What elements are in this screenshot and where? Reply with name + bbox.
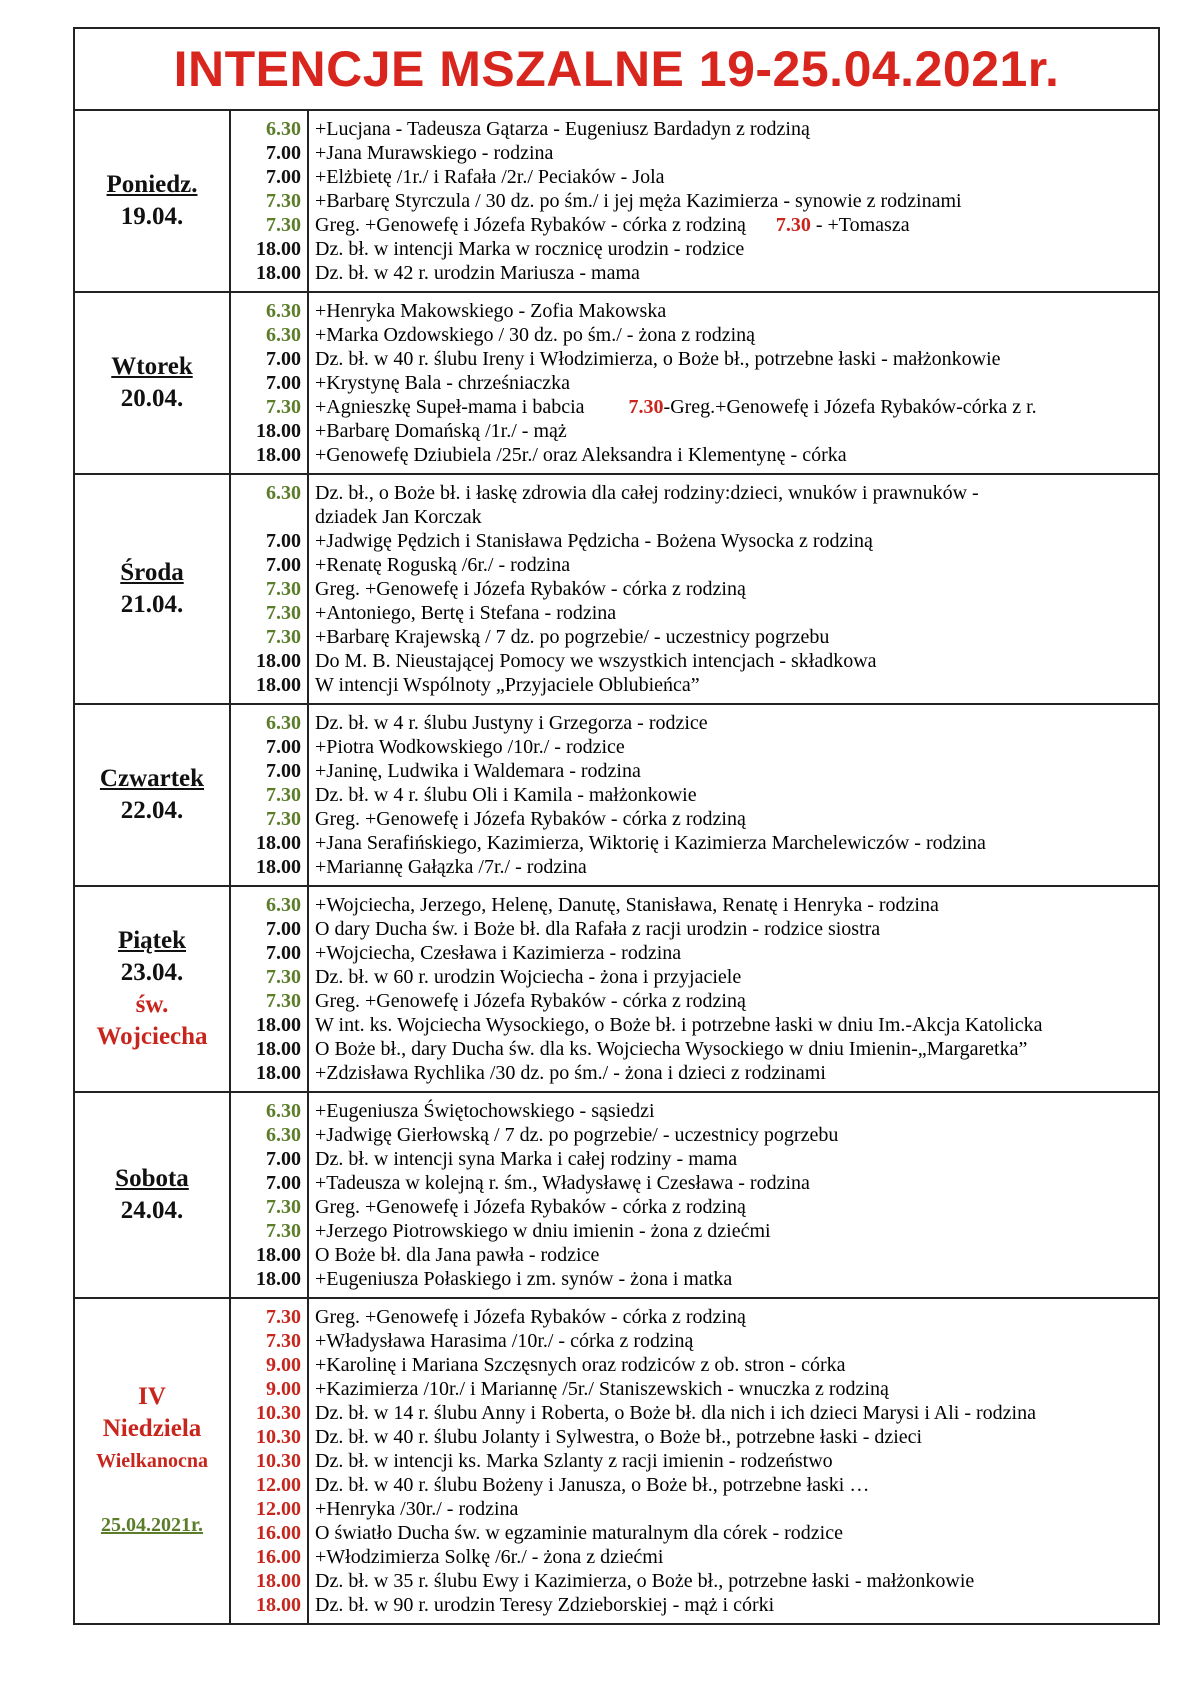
day-label-line: Piątek: [117, 927, 187, 954]
intention-text: [315, 529, 1158, 553]
intention-text: [315, 807, 1158, 831]
intention-text: [315, 553, 1158, 577]
day-label-line: 20.04.: [120, 385, 184, 412]
intention-text-main: +Wojciecha, Czesława i Kazimierza - rodzina: [315, 942, 682, 964]
intention-text-main: +Karolinę i Mariana Szczęsnych oraz rodziców z ob. stron - córka: [315, 1354, 846, 1376]
intention-text-main: +Piotra Wodkowskiego /10r./ - rodzice: [315, 736, 625, 758]
intention-text: [315, 371, 1158, 395]
day-label-line: 22.04.: [120, 797, 184, 824]
intention-text: [315, 189, 1158, 213]
mass-time: 18.00: [256, 650, 301, 672]
intention-text: [315, 735, 1158, 759]
intention-text-main: Greg. +Genowefę i Józefa Rybaków - córka z rodziną: [315, 1196, 746, 1218]
intention-text-extra: - +Tomasza: [810, 214, 910, 236]
mass-time: 6.30: [266, 118, 301, 140]
mass-time: 7.00: [266, 166, 301, 188]
intention-text: [315, 673, 1158, 697]
day-row: [75, 111, 1158, 293]
intention-text: [315, 1425, 1158, 1449]
times-column: [231, 705, 309, 885]
inline-mass-time: 7.30: [628, 396, 664, 418]
intention-text-main: Dz. bł., o Boże bł. i łaskę zdrowia dla całej rodziny:dzieci, wnuków i prawnuków -: [315, 482, 979, 504]
mass-time: 18.00: [256, 832, 301, 854]
intention-text: [315, 1401, 1158, 1425]
intention-text: [315, 1569, 1158, 1593]
mass-time: 7.30: [266, 966, 301, 988]
intention-text: [315, 419, 1158, 443]
intention-text: [315, 213, 1158, 237]
intention-text: [315, 1377, 1158, 1401]
intentions-column: [309, 1093, 1158, 1297]
mass-time: 7.00: [266, 942, 301, 964]
intention-text: [315, 1305, 1158, 1329]
intention-text-main: +Lucjana - Tadeusza Gątarza - Eugeniusz Bardadyn z rodziną: [315, 118, 810, 140]
times-column: [231, 1093, 309, 1297]
mass-time: 18.00: [256, 1268, 301, 1290]
day-label: [75, 293, 231, 473]
intention-text-main: Dz. bł. w 4 r. ślubu Oli i Kamila - małżonkowie: [315, 784, 697, 806]
mass-time: 18.00: [256, 856, 301, 878]
intention-text-main: O światło Ducha św. w egzaminie maturalnym dla córek - rodzice: [315, 1522, 843, 1544]
mass-time: 7.30: [266, 1220, 301, 1242]
intention-text: [315, 1243, 1158, 1267]
intention-text: [315, 649, 1158, 673]
intention-text-main: +Barbarę Styrczula / 30 dz. po śm./ i jej męża Kazimierza - synowie z rodzinami: [315, 190, 962, 212]
intention-text: [315, 237, 1158, 261]
intention-text-main: +Antoniego, Bertę i Stefana - rodzina: [315, 602, 617, 624]
intention-text-main: +Barbarę Krajewską / 7 dz. po pogrzebie/ - uczestnicy pogrzebu: [315, 626, 830, 648]
intention-text: [315, 1037, 1158, 1061]
intention-text-main: W intencji Wspólnoty „Przyjaciele Oblubieńca”: [315, 674, 700, 696]
day-label-line: 24.04.: [120, 1197, 184, 1224]
intention-text: [315, 783, 1158, 807]
day-row: [75, 293, 1158, 475]
mass-time: 7.00: [266, 372, 301, 394]
intention-text-main: +Jadwigę Gierłowską / 7 dz. po pogrzebie/ - uczestnicy pogrzebu: [315, 1124, 839, 1146]
mass-time-spacer: [231, 505, 301, 529]
intention-text: [315, 481, 1158, 505]
times-column: [231, 111, 309, 291]
mass-time: 12.00: [256, 1498, 301, 1520]
times-column: [231, 1299, 309, 1623]
day-label: [75, 705, 231, 885]
intention-text-main: Dz. bł. w intencji syna Marka i całej rodziny - mama: [315, 1148, 738, 1170]
intention-text-main: Greg. +Genowefę i Józefa Rybaków - córka z rodziną: [315, 214, 746, 236]
intention-text-main: Dz. bł. w 40 r. ślubu Jolanty i Sylwestra, o Boże bł., potrzebne łaski - dzieci: [315, 1426, 923, 1448]
intention-text: [315, 299, 1158, 323]
times-column: [231, 887, 309, 1091]
intention-text-main: Greg. +Genowefę i Józefa Rybaków - córka z rodziną: [315, 808, 746, 830]
day-label-line: Sobota: [115, 1165, 189, 1192]
intention-text-main: Greg. +Genowefę i Józefa Rybaków - córka z rodziną: [315, 578, 746, 600]
mass-time: 6.30: [266, 1100, 301, 1122]
intention-text: [315, 1521, 1158, 1545]
intention-text-main: O Boże bł., dary Ducha św. dla ks. Wojciecha Wysockiego w dniu Imienin-„Margaretka”: [315, 1038, 1028, 1060]
mass-time: 7.30: [266, 602, 301, 624]
intention-text: [315, 117, 1158, 141]
intention-text: [315, 917, 1158, 941]
mass-time: 7.00: [266, 760, 301, 782]
mass-time: 10.30: [256, 1450, 301, 1472]
mass-time: 6.30: [266, 894, 301, 916]
intention-text-main: +Henryka Makowskiego - Zofia Makowska: [315, 300, 667, 322]
intention-text-main: O Boże bł. dla Jana pawła - rodzice: [315, 1244, 600, 1266]
day-label-line: 23.04.: [120, 959, 184, 986]
times-column: [231, 293, 309, 473]
intention-text: [315, 1267, 1158, 1291]
mass-time: 7.00: [266, 736, 301, 758]
day-label-line: 21.04.: [120, 591, 184, 618]
intention-text-main: +Barbarę Domańską /1r./ - mąż: [315, 420, 567, 442]
day-label-line: IV: [138, 1383, 166, 1410]
day-row: [75, 705, 1158, 887]
intention-text: [315, 1449, 1158, 1473]
intention-text-main: +Jerzego Piotrowskiego w dniu imienin - żona z dziećmi: [315, 1220, 771, 1242]
intention-text: [315, 1329, 1158, 1353]
mass-time: 7.30: [266, 990, 301, 1012]
mass-time: 18.00: [256, 238, 301, 260]
intentions-column: [309, 475, 1158, 703]
intentions-column: [309, 1299, 1158, 1623]
mass-time: 10.30: [256, 1426, 301, 1448]
day-label-line: 25.04.2021r.: [100, 1514, 204, 1536]
day-row: [75, 475, 1158, 705]
intention-text: [315, 1353, 1158, 1377]
intention-text-main: Dz. bł. w 4 r. ślubu Justyny i Grzegorza - rodzice: [315, 712, 708, 734]
mass-time: 18.00: [256, 1014, 301, 1036]
mass-time: 6.30: [266, 482, 301, 504]
intention-text: [315, 1593, 1158, 1617]
intention-text-main: +Krystynę Bala - chrześniaczka: [315, 372, 571, 394]
mass-time: 7.30: [266, 808, 301, 830]
mass-time: 16.00: [256, 1546, 301, 1568]
day-row: [75, 1299, 1158, 1623]
day-row: [75, 887, 1158, 1093]
intention-text-main: +Henryka /30r./ - rodzina: [315, 1498, 519, 1520]
mass-time: 6.30: [266, 300, 301, 322]
intention-text-main: Dz. bł. w 42 r. urodzin Mariusza - mama: [315, 262, 640, 284]
mass-time: 12.00: [256, 1474, 301, 1496]
mass-time: 7.00: [266, 142, 301, 164]
intention-text: [315, 1061, 1158, 1085]
intention-text-main: +Kazimierza /10r./ i Mariannę /5r./ Staniszewskich - wnuczka z rodziną: [315, 1378, 889, 1400]
intention-text: [315, 831, 1158, 855]
mass-time: 18.00: [256, 1038, 301, 1060]
day-label-line: Poniedz.: [106, 171, 198, 198]
intention-text-main: Greg. +Genowefę i Józefa Rybaków - córka z rodziną: [315, 990, 746, 1012]
mass-time: 6.30: [266, 712, 301, 734]
intention-text: [315, 855, 1158, 879]
page-title: INTENCJE MSZALNE 19-25.04.2021r.: [75, 29, 1158, 111]
intention-text-main: +Zdzisława Rychlika /30 dz. po śm./ - żona i dzieci z rodzinami: [315, 1062, 826, 1084]
mass-time: 7.00: [266, 530, 301, 552]
intentions-column: [309, 111, 1158, 291]
intention-text-main: Dz. bł. w intencji Marka w rocznicę urodzin - rodzice: [315, 238, 745, 260]
day-label: [75, 887, 231, 1091]
day-label: [75, 1093, 231, 1297]
intention-text-main: +Agnieszkę Supeł-mama i babcia: [315, 396, 585, 418]
intention-text: [315, 989, 1158, 1013]
intention-text-main: +Genowefę Dziubiela /25r./ oraz Aleksandra i Klementynę - córka: [315, 444, 847, 466]
day-label-line: Niedziela: [102, 1415, 202, 1442]
mass-time: 7.30: [266, 1330, 301, 1352]
intention-text-main: +Janinę, Ludwika i Waldemara - rodzina: [315, 760, 641, 782]
intention-text-main: +Włodzimierza Solkę /6r./ - żona z dziećmi: [315, 1546, 664, 1568]
day-label-line: Wojciecha: [96, 1023, 208, 1050]
intention-text: [315, 443, 1158, 467]
intention-text-main: Dz. bł. w 14 r. ślubu Anny i Roberta, o Boże bł. dla nich i ich dzieci Marysi i Ali - rodzina: [315, 1402, 1036, 1424]
mass-time: 7.00: [266, 1148, 301, 1170]
intention-text: [315, 1195, 1158, 1219]
mass-time: 7.30: [266, 396, 301, 418]
day-label-line: 19.04.: [120, 203, 184, 230]
mass-time: 9.00: [266, 1378, 301, 1400]
intention-text-main: +Władysława Harasima /10r./ - córka z rodziną: [315, 1330, 694, 1352]
intention-text-main: +Mariannę Gałązka /7r./ - rodzina: [315, 856, 587, 878]
intention-text-main: +Renatę Roguską /6r./ - rodzina: [315, 554, 571, 576]
mass-time: 18.00: [256, 1570, 301, 1592]
intention-text-main: +Eugeniusza Świętochowskiego - sąsiedzi: [315, 1100, 655, 1122]
intentions-column: [309, 705, 1158, 885]
intention-text-main: +Wojciecha, Jerzego, Helenę, Danutę, Stanisława, Renatę i Henryka - rodzina: [315, 894, 939, 916]
mass-time: 16.00: [256, 1522, 301, 1544]
intentions-column: [309, 293, 1158, 473]
intention-text: [315, 1473, 1158, 1497]
mass-time: 6.30: [266, 324, 301, 346]
intentions-table: [73, 27, 1160, 1625]
intention-text-main: +Jana Murawskiego - rodzina: [315, 142, 554, 164]
intention-text: [315, 1147, 1158, 1171]
mass-time: 7.30: [266, 190, 301, 212]
intention-text-main: O dary Ducha św. i Boże bł. dla Rafała z racji urodzin - rodzice siostra: [315, 918, 881, 940]
times-column: [231, 475, 309, 703]
intention-text-main: W int. ks. Wojciecha Wysockiego, o Boże bł. i potrzebne łaski w dniu Im.-Akcja Katolicka: [315, 1014, 1043, 1036]
day-label-line: Wielkanocna: [96, 1450, 208, 1472]
mass-time: 18.00: [256, 674, 301, 696]
intention-text: [315, 323, 1158, 347]
intention-text-main: +Jana Serafińskiego, Kazimierza, Wiktorię i Kazimierza Marchelewiczów - rodzina: [315, 832, 986, 854]
intention-text: [315, 577, 1158, 601]
intention-text: [315, 601, 1158, 625]
mass-time: 18.00: [256, 262, 301, 284]
day-label: [75, 111, 231, 291]
mass-time: 9.00: [266, 1354, 301, 1376]
mass-time: 7.30: [266, 784, 301, 806]
intention-text: [315, 261, 1158, 285]
mass-time: 7.30: [266, 1306, 301, 1328]
mass-time: 7.00: [266, 554, 301, 576]
inline-mass-time: 7.30: [775, 214, 811, 236]
intention-text: [315, 711, 1158, 735]
intention-text-main: Dz. bł. w intencji ks. Marka Szlanty z racji imienin - rodzeństwo: [315, 1450, 833, 1472]
intention-text-main: +Elżbietę /1r./ i Rafała /2r./ Peciaków - Jola: [315, 166, 665, 188]
intention-text-main: Dz. bł. w 60 r. urodzin Wojciecha - żona i przyjaciele: [315, 966, 742, 988]
intention-text: [315, 1013, 1158, 1037]
intention-text-extra: -Greg.+Genowefę i Józefa Rybaków-córka z r.: [663, 396, 1037, 418]
intention-text-main: +Tadeusza w kolejną r. śm., Władysławę i Czesława - rodzina: [315, 1172, 810, 1194]
day-label-line: Czwartek: [99, 765, 205, 792]
mass-time: 7.30: [266, 214, 301, 236]
intention-text-main: Dz. bł. w 40 r. ślubu Ireny i Włodzimierza, o Boże bł., potrzebne łaski - małżonkowie: [315, 348, 1001, 370]
day-row: [75, 1093, 1158, 1299]
mass-time: 10.30: [256, 1402, 301, 1424]
mass-time: 18.00: [256, 1594, 301, 1616]
mass-time: 7.00: [266, 1172, 301, 1194]
intention-text: [315, 141, 1158, 165]
intention-text: [315, 1123, 1158, 1147]
intention-text-main: +Jadwigę Pędzich i Stanisława Pędzicha - Bożena Wysocka z rodziną: [315, 530, 873, 552]
intention-text-main: +Marka Ozdowskiego / 30 dz. po śm./ - żona z rodziną: [315, 324, 756, 346]
mass-time: 7.00: [266, 918, 301, 940]
mass-time: 7.30: [266, 578, 301, 600]
mass-time: 18.00: [256, 1062, 301, 1084]
intention-text-main: Greg. +Genowefę i Józefa Rybaków - córka z rodziną: [315, 1306, 746, 1328]
mass-time: 18.00: [256, 1244, 301, 1266]
intention-text: [315, 1219, 1158, 1243]
intention-text: [315, 893, 1158, 917]
day-label-line: Środa: [120, 559, 184, 586]
mass-time: 18.00: [256, 420, 301, 442]
day-label-line: św.: [135, 991, 169, 1018]
intention-text: [315, 165, 1158, 189]
intention-text-main: +Eugeniusza Połaskiego i zm. synów - żona i matka: [315, 1268, 733, 1290]
day-label-line: Wtorek: [111, 353, 193, 380]
intention-text: [315, 1099, 1158, 1123]
day-rows: [75, 111, 1158, 1623]
intention-text: [315, 1497, 1158, 1521]
intention-text-main: Dz. bł. w 35 r. ślubu Ewy i Kazimierza, o Boże bł., potrzebne łaski - małżonkowie: [315, 1570, 975, 1592]
mass-time: 7.30: [266, 626, 301, 648]
intention-text: [315, 965, 1158, 989]
mass-time: 18.00: [256, 444, 301, 466]
mass-time: 7.30: [266, 1196, 301, 1218]
intentions-column: [309, 887, 1158, 1091]
mass-time: 6.30: [266, 1124, 301, 1146]
intention-text: [315, 395, 1158, 419]
intention-text: [315, 1545, 1158, 1569]
intention-text: [315, 941, 1158, 965]
intention-text: [315, 625, 1158, 649]
intention-text-main: Dz. bł. w 90 r. urodzin Teresy Zdzieborskiej - mąż i córki: [315, 1594, 775, 1616]
day-label: [75, 1299, 231, 1623]
intention-text: [315, 1171, 1158, 1195]
intention-text: [315, 347, 1158, 371]
day-label: [75, 475, 231, 703]
intention-text-main: Dz. bł. w 40 r. ślubu Bożeny i Janusza, o Boże bł., potrzebne łaski …: [315, 1474, 870, 1496]
intention-text-continuation: dziadek Jan Korczak: [315, 506, 482, 528]
mass-time: 7.00: [266, 348, 301, 370]
intention-text: [315, 759, 1158, 783]
intention-text-main: Do M. B. Nieustającej Pomocy we wszystkich intencjach - składkowa: [315, 650, 877, 672]
